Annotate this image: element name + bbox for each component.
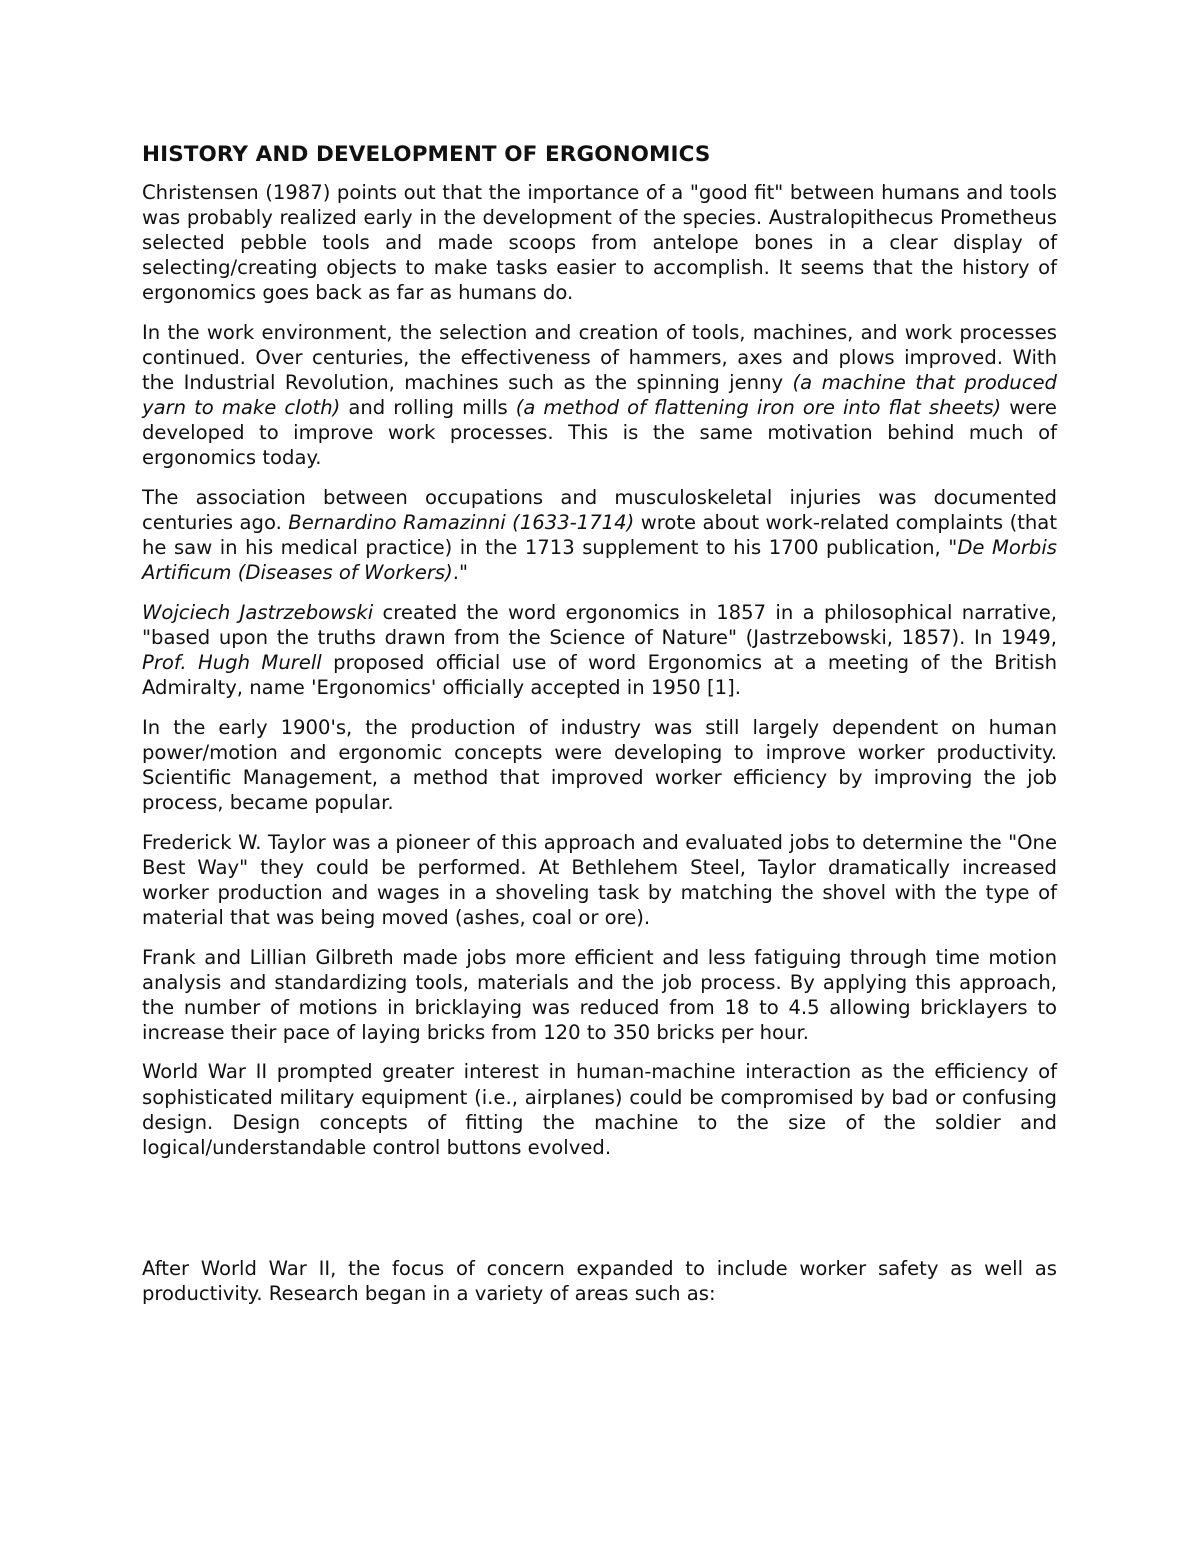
paragraph-after-war: After World War II, the focus of concern expanded to include worker safety as well as productivity. Research began in a variety of areas such as: — [142, 1257, 1057, 1306]
italic-run: (a method of flattening iron ore into flat sheets) — [515, 396, 1002, 420]
paragraph-taylor: Frederick W. Taylor was a pioneer of this approach and evaluated jobs to determine the "One Best Way" they could be performed. At Bethlehem Steel, Taylor dramatically increased worker production and wages in a shoveling task by matching the shovel with the type of material that was being moved (ashes, coal or ore). — [142, 830, 1057, 929]
text-run: created the word ergonomics in 1857 in a philosophical narrative, "based upon the truths drawn from the Science of Nature" (Jastrzebowski, 1857). In 1949, — [142, 600, 1057, 649]
italic-run: Bernardino Ramazinni (1633-1714) — [288, 511, 635, 535]
text-run: ." — [452, 561, 468, 585]
paragraph-gilbreth: Frank and Lillian Gilbreth made jobs more efficient and less fatiguing through time motion analysis and standardizing tools, materials and the job process. By applying this approach, the number of motions in bricklaying was reduced from 18 to 4.5 allowing bricklayers to increase their pace of laying bricks from 120 to 350 bricks per hour. — [142, 945, 1057, 1044]
italic-run: Wojciech Jastrzebowski — [142, 600, 374, 624]
paragraph-christensen: Christensen (1987) points out that the importance of a "good fit" between humans and tools was probably realized early in the development of the species. Australopithecus Prometheus selected pebble tools and made scoops from antelope bones in a clear display of selecting/creating objects to make tasks easier to accomplish. It seems that the history of ergonomics goes back as far as humans do. — [142, 181, 1057, 305]
paragraph-work-environment — [142, 320, 1057, 471]
paragraph-jastrzebowski — [142, 600, 1057, 700]
text-run: wrote about work-related complaints (that he saw in his medical practice) in the 1713 supplement to his 1700 publication, " — [142, 511, 1058, 560]
italic-run: Prof. Hugh Murell — [142, 651, 322, 675]
blank-space — [142, 1174, 1057, 1256]
text-run: The association between occupations and musculoskeletal injuries was documented centuries ago. — [142, 486, 1057, 535]
text-run: were developed to improve work processes. This is the same motivation behind much of ergonomics today. — [142, 396, 1057, 470]
document-page — [142, 140, 1057, 1321]
paragraph-world-war-ii: World War II prompted greater interest in human-machine interaction as the efficiency of sophisticated military equipment (i.e., airplanes) could be compromised by bad or confusing design. Design concepts of fitting the machine to the size of the soldier and logical/understandable control buttons evolved. — [142, 1060, 1057, 1159]
text-run: proposed official use of word Ergonomics at a meeting of the British Admiralty, name 'Ergonomics' officially accepted in 1950 [1]. — [142, 651, 1057, 700]
text-run: and rolling mills — [340, 396, 516, 420]
page-title: HISTORY AND DEVELOPMENT OF ERGONOMICS — [142, 142, 711, 167]
italic-run: (a machine that produced yarn to make cloth) — [142, 371, 1057, 420]
italic-run: De Morbis Artificum (Diseases of Workers) — [142, 536, 1057, 585]
paragraph-early-1900s: In the early 1900's, the production of industry was still largely dependent on human power/motion and ergonomic concepts were developing to improve worker productivity. Scientific Management, a method that improved worker efficiency by improving the job process, became popular. — [142, 715, 1057, 815]
text-run: In the work environment, the selection and creation of tools, machines, and work processes continued. Over centuries, the effectiveness of hammers, axes and plows improved. With the Industrial Revolution, machines such as the spinning jenny — [142, 320, 1057, 395]
paragraph-ramazinni — [142, 485, 1057, 585]
